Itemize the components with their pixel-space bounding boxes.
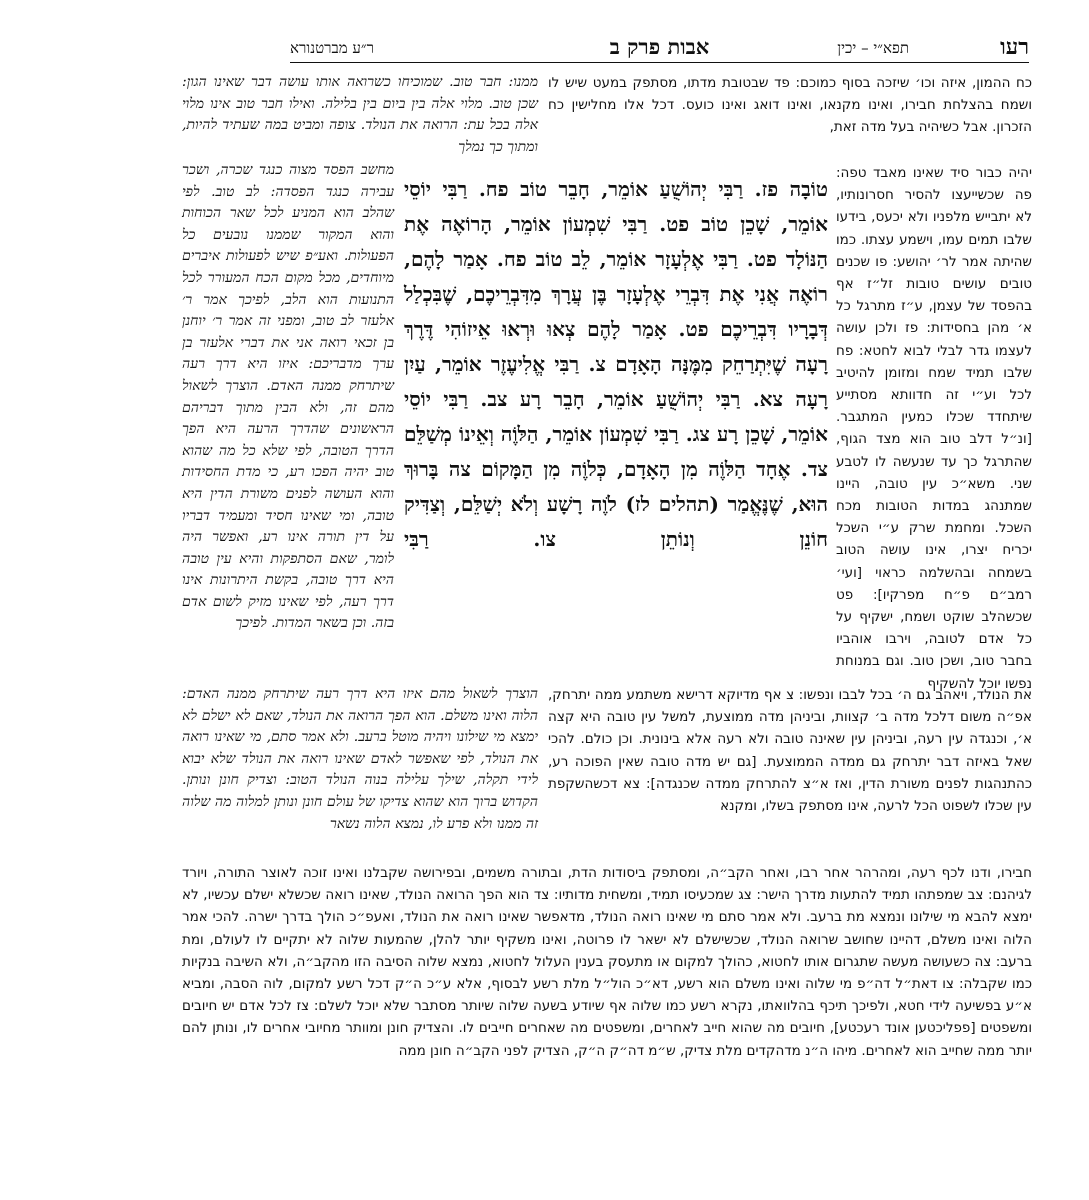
tractate-title: אבות פרק ב (609, 34, 710, 59)
bartenura-top-block: ממנו: חבר טוב. שמוכיחו כשרואה אותו עושה דבר שאינו הגון: שכן טוב. מלוי אלה בין ביום בין בלילה. ואילו חבר טוב אינו מלוי אלה בכל עת: הרואה את הנולד. צופה ומביט במה שעתיד להיות, ומתוך כך נמלך (182, 74, 538, 155)
tiferet-top-block: כח ההמון, איזה וכו׳ שיזכה בסוף כמוכם: פד שבטובת מדתו, מסתפק במעט שיש לו ושמח בהצלחת חבירו, ואינו מקנאו, ואינו דואג ואינו כועס. דכל אלו מחלישין כח הזכרון. אבל כשיהיה בעל מדה זאת, (548, 75, 1032, 136)
bartenura-lower-block: הוצרך לשאול מהם איזו היא דרך רעה שיתרחק ממנה האדם: הלוה ואינו משלם. הוא הפך הרואה את הנולד, שאם לא ישלם לא ימצא מי שילונו ויהיה מוטל ברעב. ולא אמר סתם, מי שאינו רואה את הנולד, לפי שאפשר לאדם שאינו רואה את הנולד שלא יבוא לידי תקלה, שילך עלילה בנוה הנולד הטוב: וצדיק חונן ונותן. הקדוש ברוך הוא שהוא צדיקו של עולם חונן ונותן למלוה מה שלוה זה ממנו ולא פרע לו, נמצא הלוה נשאר (182, 686, 538, 832)
commentary-title-bartenura: ר״ע מברטנורא (290, 39, 374, 57)
bartenura-left-column: מחשב הפסד מצוה כנגד שכרה, ושכר עבירה כנגד הפסדה: לב טוב. לפי שהלב הוא המניע לכל שאר הכוחות והוא המקור שממנו נובעים כל הפעולות. ואע״פ שיש לפעולות איברים מיוחדים, מכל מקום הכח המעורר לכל התנועות הוא הלב, לפיכך אמר ר׳ אלעזר לב טוב, ומפני זה אמר ר׳ יוחנן בן זכאי רואה אני את דברי אלעזר בן ערך מדבריכם: איזו היא דרך רעה שיתרחק ממנה האדם. הוצרך לשאול מהם זה, ולא הבין מתוך דבריהם הראשונים שהדרך הרעה היא הפך הדרך הטובה, לפי שלא כל מה שהוא טוב יהיה הפכו רע, כי מדת החסידות והוא העושה לפנים משורת הדין היא טובה, ומי שאינו חסיד ומעמיד דבריו על דין תורה אינו רע, ואפשר היה לומר, שאם הסתפקות והיא עין טובה היא דרך טובה, בקשת היתרונות אינו דרך רעה, לפי שאינו מזיק לשום אדם בזה. וכן בשאר המדות. לפיכך (182, 162, 394, 632)
running-header (290, 34, 1029, 63)
commentary-title-tiferet: תפא״י – יכין (837, 39, 909, 57)
page-number: רעו (1000, 34, 1029, 60)
tiferet-mid-block: את הנולד, ויאהב גם ה׳ בכל לבבו ונפשו: צ אף מדיוקא דרישא משתמע ממה יתרחק, אפ״ה משום דלכל מדה ב׳ קצוות, וביניהן מדה ממוצעת, למשל עין טובה היא קצה א׳, וכנגדה עין רעה, וביניהן עין שאינה טובה ולא רעה אלא בינונית. וכן כולם. להכי שאל באיזה דבר יתרחק גם ממדה הממוצעת. [גם יש מדה טובה שאין הפוכה רע, כהתנהגות לפנים משורת הדין, ואז א״צ להתרחק ממדה שכנגדה]: צא דכשהשקפת עין שכלו לשפוט הכל לרעה, אינו מסתפק בשלו, ומקנא (548, 687, 1032, 815)
mishnah-text: טוֹבָה פז. רַבִּי יְהוֹשֻׁעַ אוֹמֵר, חָבֵר טוֹב פח. רַבִּי יוֹסֵי אוֹמֵר, שָׁכֵן טוֹב פט. רַבִּי שִׁמְעוֹן אוֹמֵר, הָרוֹאֶה אֶת הַנּוֹלָד פט. רַבִּי אֶלְעָזָר אוֹמֵר, לֵב טוֹב פח. אָמַר לָהֶם, רוֹאֶה אֲנִי אֶת דִּבְרֵי אֶלְעָזָר בֶּן עֲרָךְ מִדִּבְרֵיכֶם, שֶׁבִּכְלַל דְּבָרָיו דִּבְרֵיכֶם פט. אָמַר לָהֶם צְאוּ וּרְאוּ אֵיזוֹהִי דֶּרֶךְ רָעָה שֶׁיִּתְרַחֵק מִמֶּנָּה הָאָדָם צ. רַבִּי אֱלִיעֶזֶר אוֹמֵר, עַיִן רָעָה צא. רַבִּי יְהוֹשֻׁעַ אוֹמֵר, חָבֵר רָע צב. רַבִּי יוֹסֵי אוֹמֵר, שָׁכֵן רָע צג. רַבִּי שִׁמְעוֹן אוֹמֵר, הַלּוֶֹה וְאֵינוֹ מְשַׁלֵּם צד. אֶחָד הַלּוֶֹה מִן הָאָדָם, כְּלוֶֹה מִן הַמָּקוֹם צה בָּרוּךְ הוּא, שֶׁנֶּאֱמַר (תהלים לז) לֹוֶה רָשָׁע וְלֹא יְשַׁלֵּם, וְצַדִּיק חוֹנֵן וְנוֹתֵן צו. רַבִּי (404, 177, 828, 551)
tiferet-bottom-block: חבירו, ודנו לכף רעה, ומהרהר אחר רבו, ואחר הקב״ה, ומסתפק ביסודות הדת, ובתורה משמים, ובפירושה שקבלנו ואינו זוכה לאוצר התורה, ויורד לגיהנם: צב שמפתהו תמיד להתעות מדרך הישר: צג שמכעיסו תמיד, ומשחית מדותיו: צד הוא הפך הרואה הנולד, שאינו רואה שכשלא ישלם עכשיו, לא ימצא להבא מי שילונו ונמצא מת ברעב. ולא אמר סתם מי שאינו רואה הנולד, מדאפשר שאינו רואה את הנולד, ואעפ״כ הולך בדרך ישרה. להכי אמר הלוה ואינו משלם, דהיינו שחושב שרואה הנולד, שכשישלם לא ישאר לו פרוטה, ואינו משקיף יותר להלן, שהמעות שלוה לא יתקיים לו לעולם, ומת ברעב: צה כשעושה מעשה שתגרום אותו לחטוא, כהולך למקום או מתעסק בענין העלול לחטוא, נמצא שלוה הסיבה הזו מהקב״ה, ולא השיבה בנקיות כמו שקבלה: צו דאת״ל דה״פ מי שלוה ואינו משלם הוא רשע, דא״כ הול״ל מלת רשע לבסוף, אלא ע״כ ה״ק דכל רשע למקום, לוה הסבה, ומביא א״ע בפשיעה לידי חטא, ולפיכך תיכף בהלוואתו, נקרא רשע כמו שלוה אף שיודע בשעה שלוה שיותר מסתבר שלא יוכל לשלם: צז לכל אדם יש חיובים ומשפטים [פפליכטען אונד רעכטע], חיובים מה שהוא חייב לאחרים, ומשפטים מה שאחרים חייבים לו. והצדיק חונן ומוותר מחיובי אחרים לו, ונותן להם יותר ממה שחייב הוא לאחרים. מיהו ה״נ מדהקדים מלת צדיק, ש״מ דה״ק ה״ק, הצדיק לפני הקב״ה חונן ממה (182, 865, 1032, 1059)
tiferet-right-column: יהיה כבור סיד שאינו מאבד טפה: פה שכשייעצו להסיר חסרונותיו, לא יתבייש מלפניו ולא יכעס, בידעו שלבו תמים עמו, וישמע עצתו. כמו שהיתה אמר לר׳ יהושע: פו שכנים טובים עושים טובות זל״ז אף בהפסד של עצמן, ע״ז מתרגל כל א׳ מהן בחסידות: פז ולכן עושה לעצמו גדר לבלי לבוא לחטא: פח שלבו תמיד שמח ומזומן להיטיב לכל וע״י זה חדוותא מסתייע שיתחדד שכלו כמעין המתגבר. [ונ״ל דלב טוב הוא מצד הגוף, שהתרגל כך עד שנעשה לו לטבע שני. משא״כ עין טובה, היינו שמתנהג במדות הטובות מכח השכל. ומחמת שרק ע״י השכל יכריח יצרו, אינו עושה הטוב בשמחה ובהשלמה כראוי [ועי׳ רמב״ם פ״ח מפרקיו]: פט שכשהלב שוקט ושמח, ישקיף על כל אדם לטובה, וירבו אוהביו בחבר טוב, ושכן טוב. וגם במנוחת נפשו יוכל להשקיף (836, 165, 1032, 692)
